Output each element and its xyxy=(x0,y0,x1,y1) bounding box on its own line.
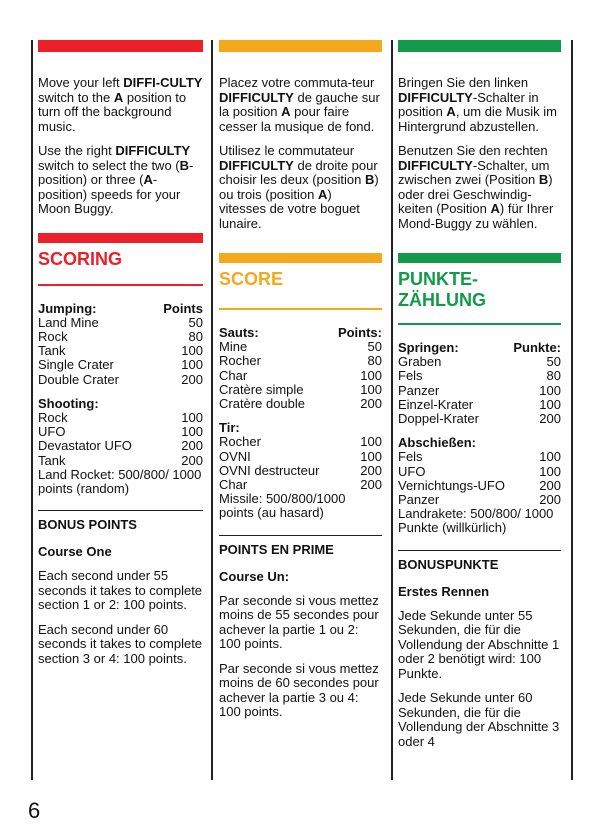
column-divider-2 xyxy=(211,40,213,780)
score-row xyxy=(219,369,382,383)
heading-underline xyxy=(38,284,203,286)
course-title: Course Un: xyxy=(219,568,290,584)
section-color-bar xyxy=(219,253,382,263)
bonus-divider xyxy=(38,510,203,511)
text-run: de droite pour choisir les deux (position xyxy=(219,157,378,187)
score-row xyxy=(398,369,561,383)
item-name: Rocher xyxy=(219,434,261,450)
intro-text xyxy=(398,76,561,231)
item-name: Fels xyxy=(398,449,423,465)
bold-term: A xyxy=(113,89,124,105)
text-run: switch to the xyxy=(38,89,114,105)
top-color-bar xyxy=(219,40,382,52)
item-points: 80 xyxy=(188,328,203,344)
bonus-paragraph: Jede Sekunde unter 55 Sekunden, die für die Vollendung der Abschnitte 1 oder 2 benötigt wird: 100 Punkte. xyxy=(398,607,560,681)
points-label: Points: xyxy=(337,325,382,340)
score-row xyxy=(398,465,561,479)
category-label: Jumping: xyxy=(38,300,97,316)
score-row xyxy=(398,450,561,464)
item-points: 100 xyxy=(539,396,561,412)
course-title: Course One xyxy=(38,544,112,560)
points-label: Punkte: xyxy=(513,340,561,355)
section-color-bar xyxy=(38,233,203,243)
text-run: -Schalter, um zwischen zwei (Position xyxy=(398,157,550,187)
item-points: 200 xyxy=(181,452,203,468)
item-points: 200 xyxy=(360,396,382,412)
bonus-text xyxy=(398,609,561,750)
item-points: 200 xyxy=(539,492,561,508)
bold-term: A xyxy=(318,186,328,202)
item-name: Panzer xyxy=(398,382,440,398)
bonus-paragraph: Par seconde si vous mettez moins de 60 secondes pour achever la partie 3 ou 4: 100 points. xyxy=(219,660,379,720)
bold-term: DIFFI-CULTY xyxy=(123,75,203,90)
section-heading: SCORING xyxy=(38,248,123,269)
bonus-paragraph: Par seconde si vous mettez moins de 55 secondes pour achever la partie 1 ou 2: 100 points. xyxy=(219,592,379,652)
score-group xyxy=(398,436,561,535)
bonus-paragraph: Jede Sekunde unter 60 Sekunden, die für die Vollendung der Abschnitte 3 oder 4 xyxy=(398,690,560,749)
bonus-paragraph: Each second under 55 seconds it takes to complete section 1 or 2: 100 points. xyxy=(38,568,203,613)
item-name: Cratère simple xyxy=(219,381,304,397)
bold-term: B xyxy=(364,172,375,187)
item-name: Tank xyxy=(38,343,66,359)
item-name: Vernichtungs-UFO xyxy=(398,477,505,493)
item-name: Fels xyxy=(398,368,423,384)
bonus-paragraph: Each second under 60 seconds it takes to complete section 3 or 4: 100 points. xyxy=(38,621,203,666)
intro-text xyxy=(38,76,203,217)
item-points: 50 xyxy=(546,354,561,370)
bonus-heading: BONUS POINTS xyxy=(38,517,137,533)
intro-paragraph xyxy=(398,76,561,134)
text-run: pour faire cesser la musique de fond. xyxy=(219,104,375,134)
bonus-divider xyxy=(398,550,561,551)
item-points: 100 xyxy=(181,409,203,425)
score-row xyxy=(38,454,203,468)
bold-term: DIFFICULTY xyxy=(398,89,473,105)
top-color-bar xyxy=(398,40,561,52)
item-points: 80 xyxy=(546,368,561,384)
score-row xyxy=(219,354,382,368)
score-row xyxy=(219,450,382,464)
item-points: 100 xyxy=(360,434,382,450)
column-divider-4 xyxy=(571,40,573,780)
item-name: Einzel-Krater xyxy=(398,396,474,412)
bold-term: DIFFICULTY xyxy=(219,89,294,105)
item-points: 200 xyxy=(181,371,203,387)
score-row xyxy=(398,493,561,507)
item-points: 100 xyxy=(539,449,561,465)
score-row xyxy=(38,439,203,453)
bold-term: DIFFICULTY xyxy=(115,143,191,158)
column-divider-3 xyxy=(391,40,393,780)
score-group xyxy=(38,316,203,387)
bold-term: A xyxy=(446,104,456,119)
item-name: Panzer xyxy=(398,492,440,508)
text-run: Use the right xyxy=(38,143,116,158)
item-name: Cratère double xyxy=(219,396,305,412)
item-name: Double Crater xyxy=(38,371,119,387)
item-points: 100 xyxy=(539,463,561,479)
score-row xyxy=(38,344,203,358)
bold-term: A xyxy=(490,201,500,216)
score-row xyxy=(398,384,561,398)
score-group xyxy=(398,355,561,426)
item-name: Single Crater xyxy=(38,357,114,373)
item-points: 80 xyxy=(367,353,382,369)
french-column xyxy=(219,40,382,720)
intro-paragraph xyxy=(38,144,203,217)
section-heading: PUNKTE-ZÄHLUNG xyxy=(398,269,486,310)
group-title: Tir: xyxy=(219,420,240,436)
course-title: Erstes Rennen xyxy=(398,583,490,599)
item-name: Rocher xyxy=(219,353,261,369)
score-group xyxy=(219,340,382,411)
item-points: 200 xyxy=(539,477,561,493)
bold-term: B xyxy=(538,172,549,187)
text-run: ) ou trois (position xyxy=(219,172,379,202)
score-table-header xyxy=(219,326,382,340)
item-name: Mine xyxy=(219,339,248,355)
item-points: 200 xyxy=(181,438,203,454)
text-run: ) oder drei Geschwindig-keiten (Position xyxy=(398,172,553,216)
item-points: 200 xyxy=(360,462,382,478)
item-points: 50 xyxy=(367,339,382,355)
score-row xyxy=(219,435,382,449)
score-note: Missile: 500/800/1000 points (au hasard) xyxy=(219,491,346,521)
intro-text xyxy=(219,76,382,231)
item-points: 100 xyxy=(360,381,382,397)
text-run: ) für Ihrer Mond-Buggy zu wählen. xyxy=(398,201,554,231)
bold-term: A xyxy=(143,172,153,187)
score-table xyxy=(398,341,561,536)
score-note: Landrakete: 500/800/ 1000 Punkte (willkürlich) xyxy=(398,506,554,536)
category-label: Sauts: xyxy=(219,325,259,340)
item-name: UFO xyxy=(398,463,426,479)
intro-paragraph xyxy=(219,144,382,231)
text-run: Move your left xyxy=(38,75,124,90)
item-name: OVNI xyxy=(219,448,251,464)
text-run: , um die Musik im Hintergrund abzustellen. xyxy=(398,104,557,134)
item-points: 100 xyxy=(181,424,203,440)
item-points: 200 xyxy=(360,477,382,493)
english-column xyxy=(38,40,203,666)
item-points: 100 xyxy=(539,382,561,398)
score-row xyxy=(219,383,382,397)
top-color-bar xyxy=(38,40,203,52)
score-row xyxy=(219,478,382,492)
item-name: Char xyxy=(219,367,248,383)
item-name: UFO xyxy=(38,424,66,440)
group-title: Abschießen: xyxy=(398,435,477,451)
score-group xyxy=(38,397,203,496)
bonus-text xyxy=(219,594,382,720)
bold-term: A xyxy=(281,104,291,119)
section-color-bar xyxy=(398,253,561,263)
intro-paragraph xyxy=(38,76,203,134)
item-points: 100 xyxy=(360,448,382,464)
group-title: Shooting: xyxy=(38,395,99,411)
item-name: Doppel-Krater xyxy=(398,411,479,427)
intro-paragraph xyxy=(219,76,382,134)
section-heading: SCORE xyxy=(219,269,284,289)
item-name: Char xyxy=(219,477,248,493)
text-run: ) vitesses de votre boguet lunaire. xyxy=(219,186,360,231)
item-points: 50 xyxy=(188,314,203,330)
score-table xyxy=(38,302,203,497)
score-row xyxy=(219,397,382,411)
text-run: de gauche sur la position xyxy=(219,89,380,119)
text-run: -position) or three ( xyxy=(38,157,194,187)
item-name: Rock xyxy=(38,328,68,344)
item-points: 100 xyxy=(360,367,382,383)
item-name: Devastator UFO xyxy=(38,438,132,454)
page-number: 6 xyxy=(28,798,41,823)
bold-term: B xyxy=(179,157,190,173)
item-name: Graben xyxy=(398,354,442,370)
score-row xyxy=(398,479,561,493)
text-run: -position) speeds for your Moon Buggy. xyxy=(38,172,181,216)
score-table-header xyxy=(398,341,561,355)
item-name: Rock xyxy=(38,409,68,425)
points-label: Points xyxy=(163,300,203,316)
heading-underline xyxy=(398,323,561,325)
score-row xyxy=(398,412,561,426)
score-row xyxy=(398,398,561,412)
german-column xyxy=(398,40,561,749)
score-row xyxy=(38,358,203,372)
score-row xyxy=(38,373,203,387)
column-divider-1 xyxy=(31,40,33,780)
category-label: Springen: xyxy=(398,340,459,355)
bold-term: DIFFICULTY xyxy=(219,157,294,173)
bonus-text xyxy=(38,569,203,666)
text-run: Placez votre commuta-teur xyxy=(219,75,375,90)
score-row xyxy=(38,316,203,330)
score-table-header xyxy=(38,302,203,316)
score-row xyxy=(398,355,561,369)
bonus-divider xyxy=(219,535,382,536)
text-run: -Schalter in position xyxy=(398,89,539,119)
bonus-heading: POINTS EN PRIME xyxy=(219,541,334,557)
score-row xyxy=(219,464,382,478)
text-run: Utilisez le commutateur xyxy=(219,143,355,158)
item-points: 100 xyxy=(181,357,203,373)
item-name: Tank xyxy=(38,452,66,468)
score-row xyxy=(38,411,203,425)
intro-paragraph xyxy=(398,144,561,231)
score-note: Land Rocket: 500/800/ 1000 points (random) xyxy=(38,466,202,496)
text-run: Benutzen Sie den rechten xyxy=(398,143,548,158)
score-row xyxy=(38,425,203,439)
bonus-heading: BONUSPUNKTE xyxy=(398,556,499,572)
bold-term: DIFFICULTY xyxy=(398,157,473,173)
score-row xyxy=(38,330,203,344)
item-points: 200 xyxy=(539,411,561,427)
text-run: switch to select the two ( xyxy=(38,157,180,173)
item-points: 100 xyxy=(181,343,203,359)
text-run: position to turn off the background music. xyxy=(38,89,187,134)
item-name: Land Mine xyxy=(38,314,99,330)
score-row xyxy=(219,340,382,354)
item-name: OVNI destructeur xyxy=(219,462,320,478)
heading-underline xyxy=(219,308,382,310)
text-run: Bringen Sie den linken xyxy=(398,75,529,90)
score-group xyxy=(219,421,382,520)
score-table xyxy=(219,326,382,521)
